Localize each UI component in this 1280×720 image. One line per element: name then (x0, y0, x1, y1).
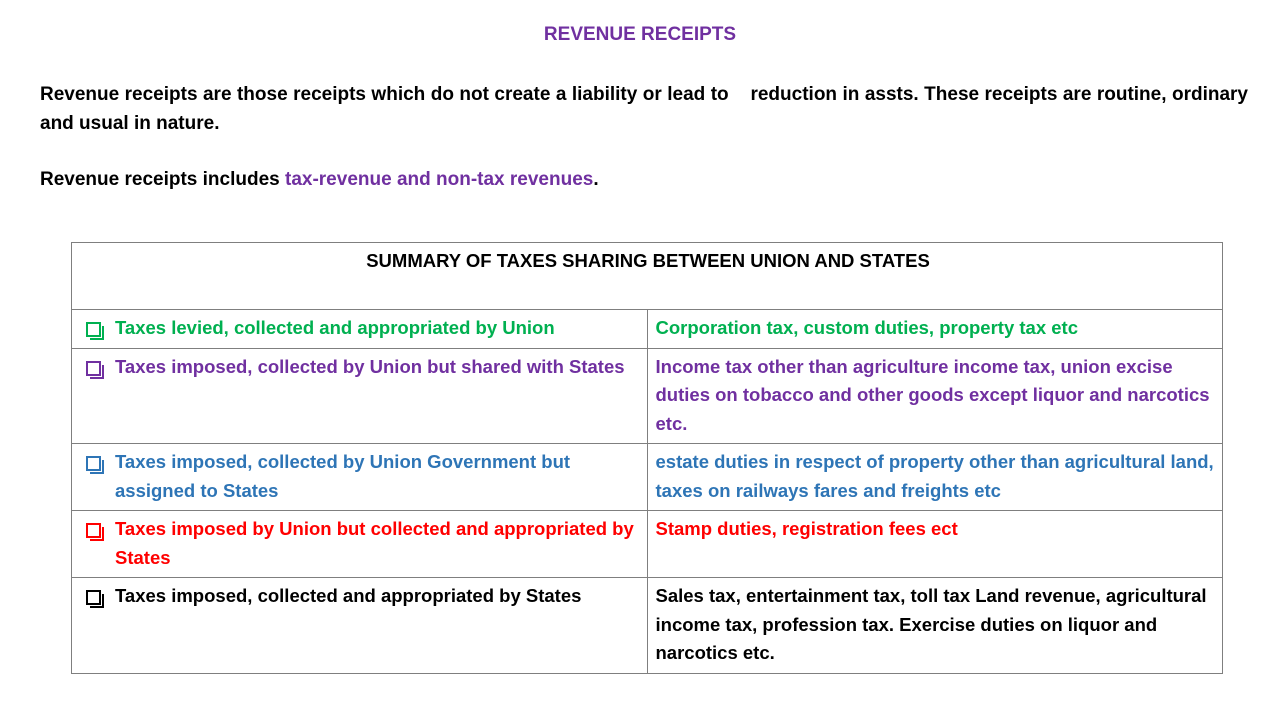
examples-cell: Stamp duties, registration fees ect (647, 511, 1223, 578)
examples-cell: estate duties in respect of property other than agricultural land, taxes on railways fares and freights etc (647, 444, 1223, 511)
checkbox-bullet-icon (86, 361, 101, 376)
category-text: Taxes imposed, collected by Union but shared with States (115, 355, 625, 377)
table-row (72, 444, 1223, 511)
checkbox-bullet-icon (86, 322, 101, 337)
category-text: Taxes imposed by Union but collected and appropriated by States (115, 518, 634, 568)
category-cell (72, 444, 648, 511)
category-cell (72, 310, 648, 349)
tax-sharing-table (71, 242, 1223, 674)
intro-paragraph: Revenue receipts are those receipts which do not create a liability or lead to reduction in assts. These receipts are routine, ordinary and usual in nature. (40, 84, 1254, 134)
category-text: Taxes imposed, collected by Union Government but assigned to States (115, 451, 571, 501)
table-row (72, 348, 1223, 444)
checkbox-bullet-icon (86, 523, 101, 538)
category-text: Taxes levied, collected and appropriated by Union (115, 317, 555, 338)
category-cell (72, 348, 648, 444)
page-title: REVENUE RECEIPTS (543, 24, 737, 45)
includes-prefix: Revenue receipts includes (40, 169, 285, 190)
table-row (72, 310, 1223, 349)
checkbox-bullet-icon (86, 456, 101, 471)
category-cell (72, 511, 648, 578)
table-heading: SUMMARY OF TAXES SHARING BETWEEN UNION AND STATES (72, 243, 1223, 310)
table-row (72, 511, 1223, 578)
includes-paragraph (40, 165, 1248, 194)
includes-highlight: tax-revenue and non-tax revenues (285, 169, 594, 190)
table-row (72, 578, 1223, 674)
table-heading-row (72, 243, 1223, 310)
examples-cell: Corporation tax, custom duties, property tax etc (647, 310, 1223, 349)
checkbox-bullet-icon (86, 590, 101, 605)
examples-cell: Sales tax, entertainment tax, toll tax Land revenue, agricultural income tax, profession tax. Exercise duties on liquor and narcotics etc. (647, 578, 1223, 674)
examples-cell: Income tax other than agriculture income tax, union excise duties on tobacco and other goods except liquor and narcotics etc. (647, 348, 1223, 444)
includes-suffix: . (593, 169, 599, 190)
category-cell (72, 578, 648, 674)
category-text: Taxes imposed, collected and appropriated by States (115, 585, 582, 606)
